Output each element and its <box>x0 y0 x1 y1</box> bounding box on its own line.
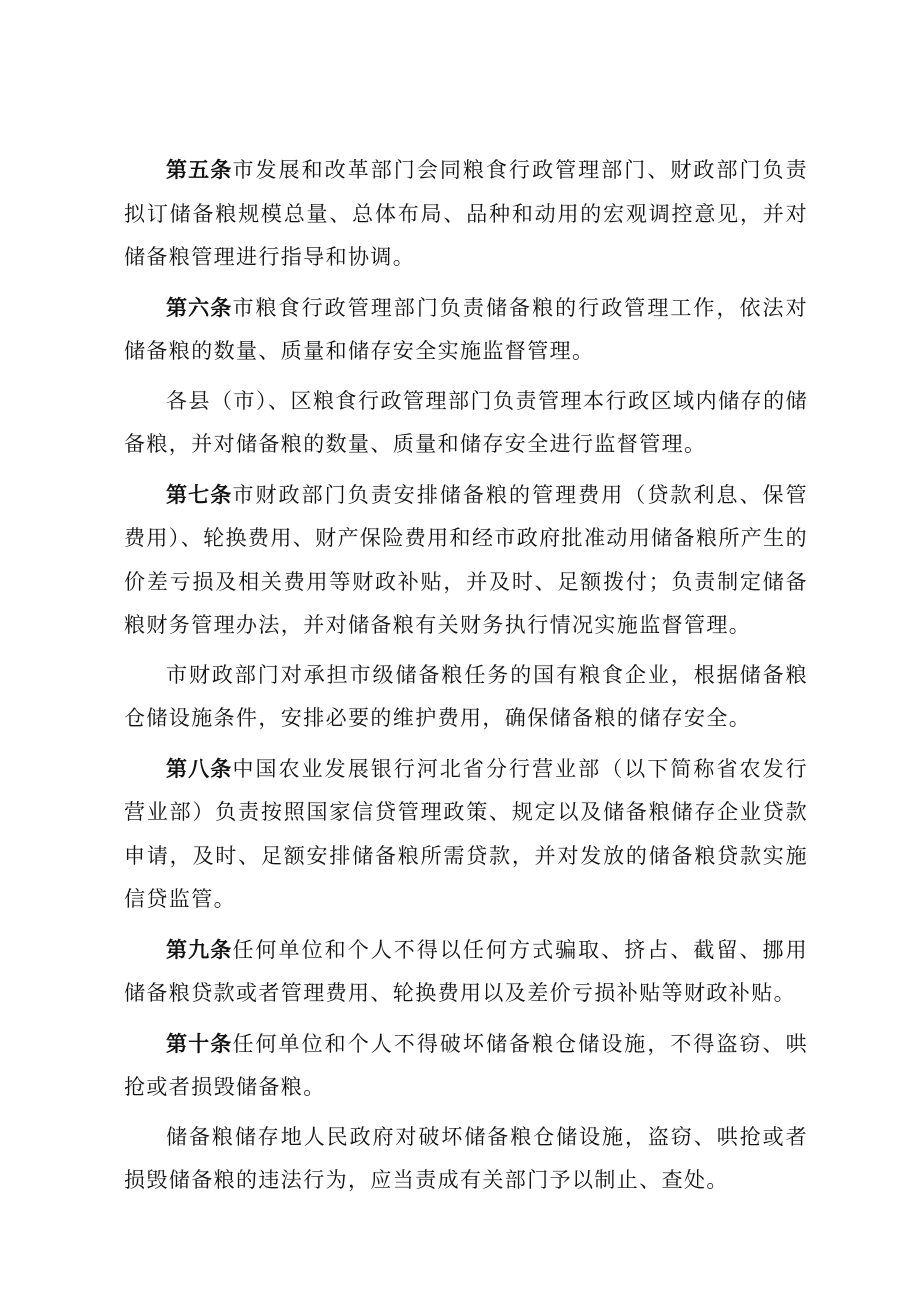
article-10-subparagraph <box>124 1116 808 1203</box>
article-number: 第五条 <box>166 157 233 182</box>
article-text: 市发展和改革部门会同粮食行政管理部门、财政部门负责拟订储备粮规模总量、总体布局、品种和动用的宏观调控意见，并对储备粮管理进行指导和协调。 <box>124 158 809 269</box>
paragraph-text: 储备粮储存地人民政府对破坏储备粮仓储设施，盗窃、哄抢或者损毁储备粮的违法行为，应当责成有关部门予以制止、查处。 <box>124 1124 808 1192</box>
article-8-paragraph <box>124 747 808 922</box>
article-10-paragraph <box>124 1022 808 1110</box>
article-text: 中国农业发展银行河北省分行营业部（以下简称省农发行营业部）负责按照国家信贷管理政策、规定以及储备粮储存企业贷款申请，及时、足额安排储备粮所需贷款，并对发放的储备粮贷款实施信贷监管。 <box>124 756 809 911</box>
article-6-subparagraph <box>124 380 808 467</box>
article-9-paragraph <box>124 928 808 1016</box>
article-number: 第八条 <box>166 755 233 781</box>
article-text: 任何单位和个人不得以任何方式骗取、挤占、截留、挪用储备粮贷款或者管理费用、轮换费用以及差价亏损补贴等财政补贴。 <box>124 937 809 1005</box>
article-5-paragraph <box>124 148 808 280</box>
article-6-paragraph <box>124 286 808 374</box>
article-number: 第七条 <box>166 481 233 507</box>
paragraph-text: 各县（市）、区粮食行政管理部门负责管理本行政区域内储存的储备粮，并对储备粮的数量、质量和储存安全进行监督管理。 <box>124 388 808 456</box>
article-7-subparagraph <box>124 654 808 741</box>
article-text: 任何单位和个人不得破坏储备粮仓储设施，不得盗窃、哄抢或者损毁储备粮。 <box>124 1031 809 1099</box>
document-body <box>124 148 808 1209</box>
article-text: 市粮食行政管理部门负责储备粮的行政管理工作，依法对储备粮的数量、质量和储存安全实施监督管理。 <box>124 295 809 363</box>
article-text: 市财政部门负责安排储备粮的管理费用（贷款利息、保管费用）、轮换费用、财产保险费用和经市政府批准动用储备粮所产生的价差亏损及相关费用等财政补贴，并及时、足额拨付；负责制定储备粮财务管理办法，并对储备粮有关财务执行情况实施监督管理。 <box>124 482 809 637</box>
paragraph-text: 市财政部门对承担市级储备粮任务的国有粮食企业，根据储备粮仓储设施条件，安排必要的维护费用，确保储备粮的储存安全。 <box>124 662 808 730</box>
article-number: 第十条 <box>166 1030 233 1056</box>
article-number: 第九条 <box>166 936 233 962</box>
article-7-paragraph <box>124 473 808 648</box>
article-number: 第六条 <box>166 294 233 320</box>
